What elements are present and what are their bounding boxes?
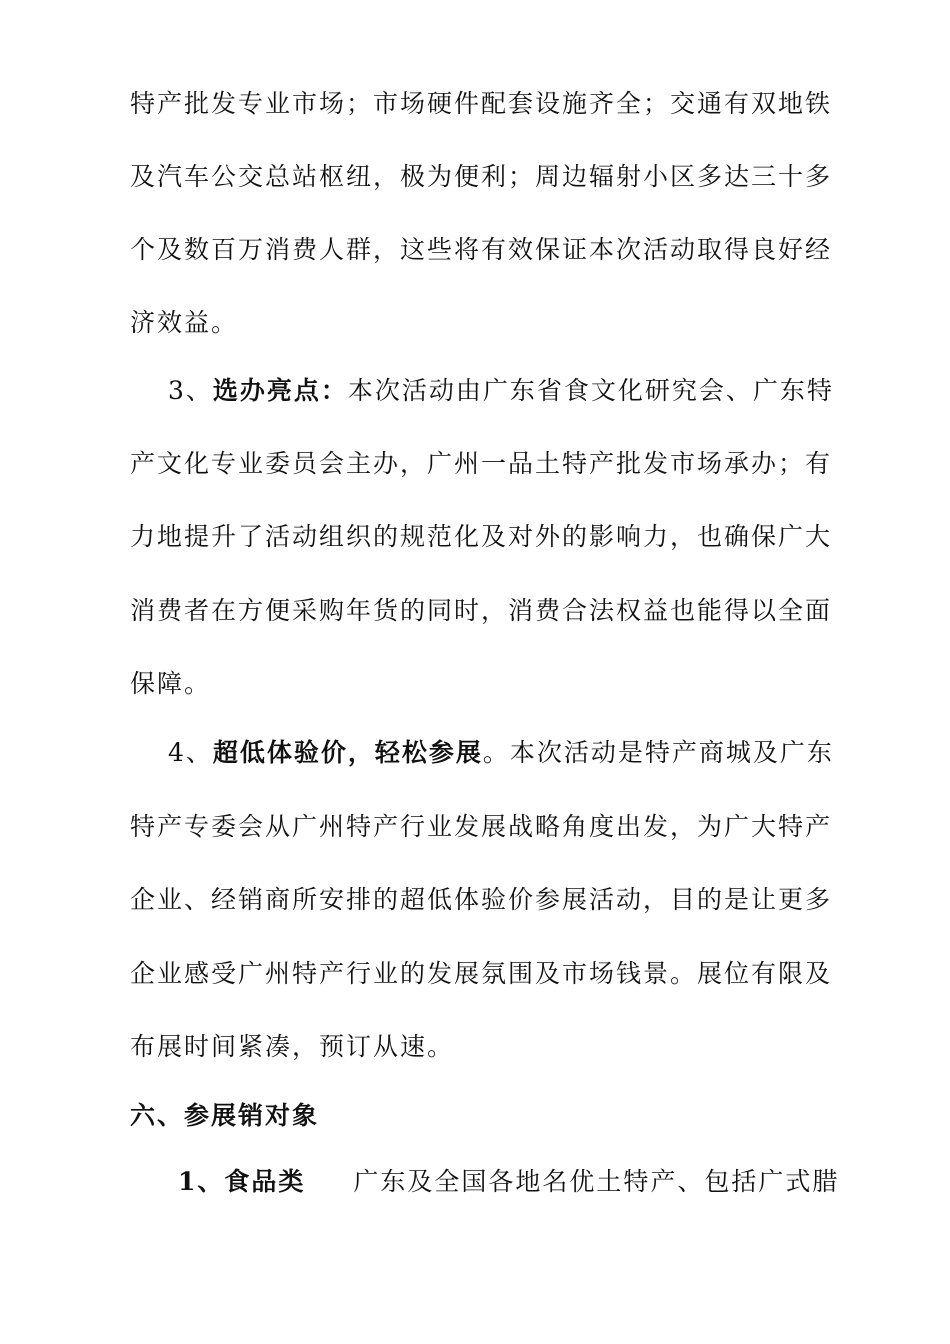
item-number: 3、 <box>168 376 213 405</box>
body-line: 产文化专业委员会主办，广州一品土特产批发市场承办；有 <box>130 449 833 478</box>
body-line: 济效益。 <box>130 308 239 337</box>
body-line: 布展时间紧凑，预订从速。 <box>130 1032 455 1061</box>
bold-title: 选办亮点： <box>212 376 348 405</box>
item-number: 1、 <box>178 1167 225 1196</box>
bold-title: 超低体验价，轻松参展 <box>212 738 483 767</box>
bold-title: 食品类 <box>224 1167 306 1196</box>
body-line: 保障。 <box>130 669 212 698</box>
body-line: 消费者在方便采购年货的同时，消费合法权益也能得以全面 <box>130 596 833 625</box>
body-text: 广东及全国各地名优土特产、包括广式腊 <box>353 1167 840 1196</box>
item-number: 4、 <box>168 738 213 767</box>
paragraph-3-first-line <box>168 371 834 411</box>
body-line: 企业、经销商所安排的超低体验价参展活动，目的是让更多 <box>130 885 833 914</box>
body-line: 特产批发专业市场；市场硬件配套设施齐全；交通有双地铁 <box>130 89 833 118</box>
body-text: 。本次活动是特产商城及广东 <box>482 738 834 767</box>
food-item-line <box>178 1162 840 1202</box>
body-line: 企业感受广州特产行业的发展氛围及市场钱景。展位有限及 <box>130 959 833 988</box>
body-line: 特产专委会从广州特产行业发展战略角度出发，为广大特产 <box>130 812 833 841</box>
body-text: 本次活动由广东省食文化研究会、广东特 <box>347 376 834 405</box>
body-line: 及汽车公交总站枢纽，极为便利；周边辐射小区多达三十多 <box>130 162 833 191</box>
section-heading: 六、参展销对象 <box>130 1101 320 1130</box>
body-line: 力地提升了活动组织的规范化及对外的影响力，也确保广大 <box>130 522 833 551</box>
paragraph-4-first-line <box>168 733 834 773</box>
body-line: 个及数百万消费人群，这些将有效保证本次活动取得良好经 <box>130 235 833 264</box>
